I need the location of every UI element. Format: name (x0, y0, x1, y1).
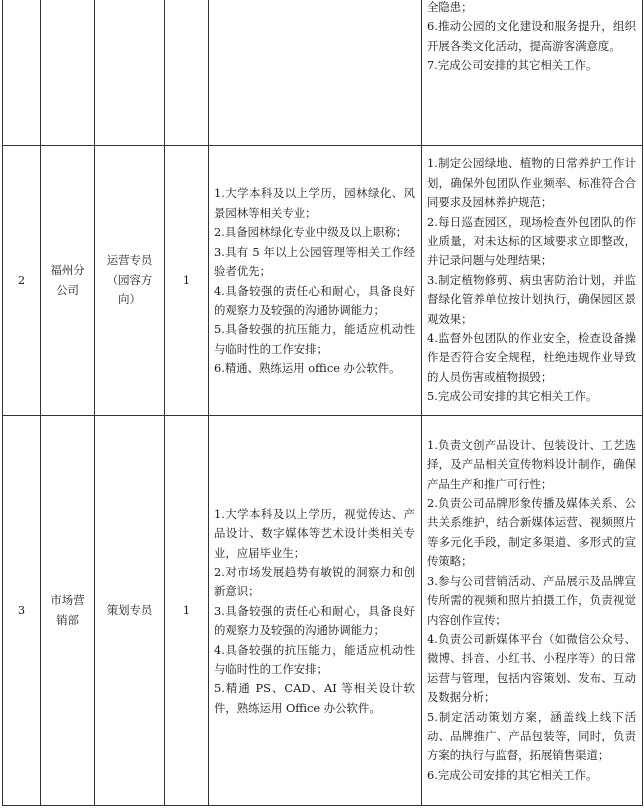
duty-item: 全隐患； (427, 0, 473, 14)
headcount: 1 (165, 416, 209, 806)
table-row (3, 146, 643, 416)
requirement-item: 2.对市场发展趋势有敏锐的洞察力和创新意识； (214, 564, 415, 599)
requirement-item: 5.具备较强的抗压能力，能适应机动性与临时性的工作安排； (214, 322, 415, 356)
row-number (3, 0, 41, 146)
requirements (209, 416, 422, 806)
requirement-item: 2.具备园林绿化专业中级及以上职称； (214, 225, 408, 240)
duties (422, 416, 643, 806)
duty-item: 2.负责公司品牌形象传播及媒体关系、公共关系维护，结合新媒体运营、视频照片等多元化手段，制定多渠道、多形式的宣传策略； (427, 496, 636, 569)
requirements (209, 0, 422, 146)
duty-item: 2.每日巡查园区，现场检查外包团队的作业质量，对未达标的区域要求立即整改，并记录问题与处理结果； (427, 214, 636, 268)
position (95, 0, 165, 146)
position: 策划专员 (95, 416, 165, 806)
requirement-item: 6.精通、熟练运用 office 办公软件。 (214, 361, 401, 376)
row-number: 2 (3, 146, 41, 416)
duty-item: 4.负责公司新媒体平台（如微信公众号、微博、抖音、小红书、小程序等）的日常运营与管理，包括内容策划、发布、互动及数据分析； (427, 631, 636, 705)
duty-item: 4.监督外包团队的作业安全，检查设备操作是否符合安全规程，杜绝违规作业导致的人员伤害或植物损毁； (427, 331, 636, 384)
department: 市场营销部 (41, 416, 95, 806)
requirement-item: 5.精通 PS、CAD、AI 等相关设计软件，熟练运用 Office 办公软件。 (214, 681, 415, 715)
duty-item: 6.完成公司安排的其它相关工作。 (427, 767, 598, 782)
duty-item: 7.完成公司安排的其它相关工作。 (427, 58, 598, 73)
duty-item: 5.制定活动策划方案，涵盖线上线下活动、品牌推广、产品包装等，同时，负责方案的执行与监督，拓展销售渠道； (427, 709, 636, 763)
requirement-item: 1.大学本科及以上学历，园林绿化、风景园林等相关专业； (214, 186, 415, 220)
duty-item: 6.推动公园的文化建设和服务提升，组织开展各类文化活动，提高游客满意度。 (427, 19, 636, 53)
duty-item: 1.制定公园绿地、植物的日常养护工作计划，确保外包团队作业频率、标准符合合同要求及园林养护规范； (427, 156, 636, 210)
requirement-item: 4.具备较强的抗压能力，能适应机动性与临时性的工作安排； (214, 642, 415, 677)
headcount: 1 (165, 146, 209, 416)
requirement-item: 4.具备较强的责任心和耐心，具备良好的观察力及较强的沟通协调能力； (214, 283, 415, 317)
duties (422, 0, 643, 146)
duties (422, 146, 643, 416)
table-row (3, 416, 643, 806)
duty-item: 1.负责文创产品设计、包装设计、工艺选择，及产品相关宣传物料设计制作，确保产品生产和推广可行性； (427, 437, 636, 491)
duty-item: 3.制定植物修剪、病虫害防治计划，并监督绿化管养单位按计划执行，确保园区景观效果； (427, 272, 636, 326)
row-number: 3 (3, 416, 41, 806)
duty-item: 3.参与公司营销活动、产品展示及品牌宣传所需的视频和照片拍摄工作，负责视觉内容创作宣传； (427, 573, 636, 627)
department: 福州分公司 (41, 146, 95, 416)
duty-item: 5.完成公司安排的其它相关工作。 (427, 389, 598, 404)
requirements (209, 146, 422, 416)
requirement-item: 3.具有 5 年以上公园管理等相关工作经验者优先； (214, 244, 415, 279)
department (41, 0, 95, 146)
headcount (165, 0, 209, 146)
table-row (3, 0, 643, 146)
requirement-item: 1.大学本科及以上学历，视觉传达、产品设计、数字媒体等艺术设计类相关专业，应届毕业生； (214, 506, 415, 560)
position: 运营专员（园容方向） (95, 146, 165, 416)
requirement-item: 3.具备较强的责任心和耐心，具备良好的观察力及较强的沟通协调能力； (214, 603, 415, 638)
job-table (2, 0, 643, 806)
